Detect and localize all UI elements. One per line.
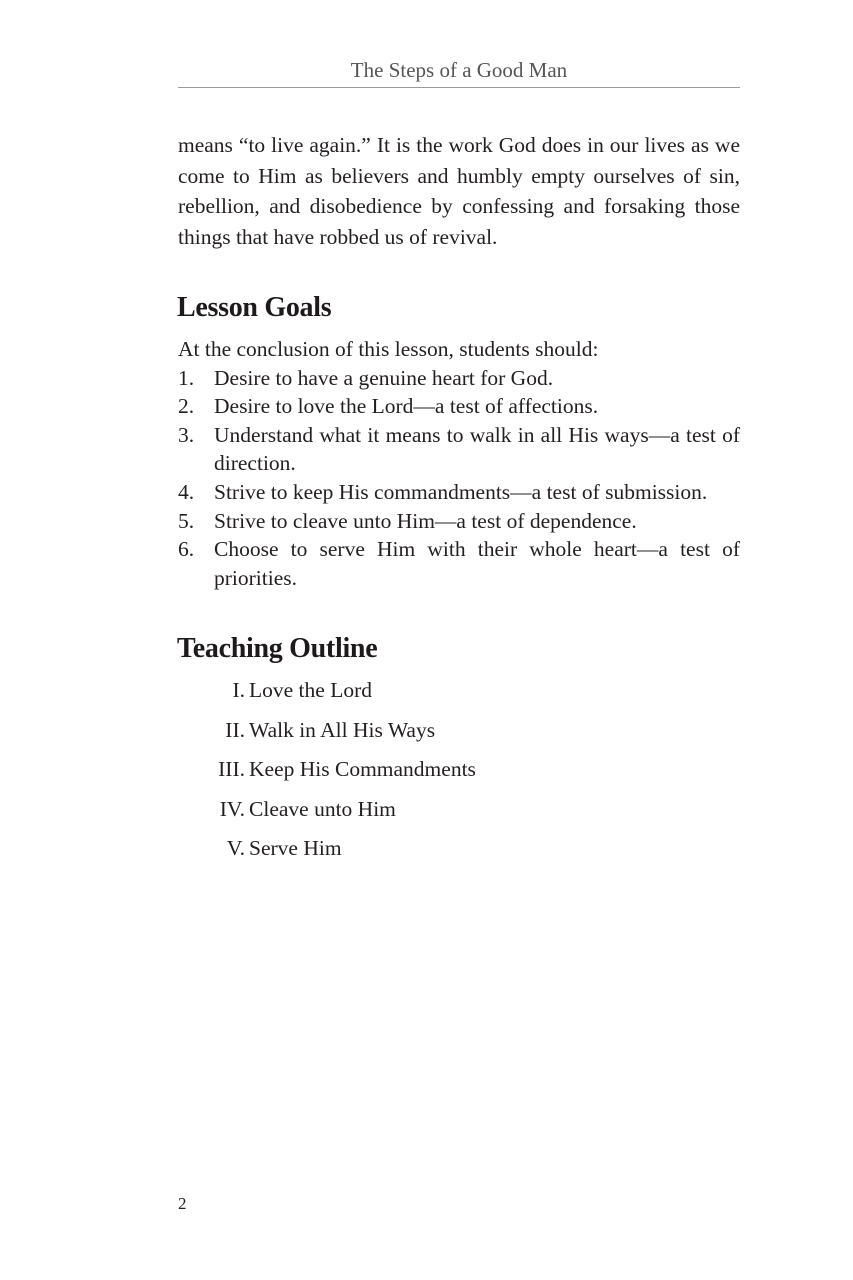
goal-item — [178, 364, 740, 393]
outline-text: Walk in All His Ways — [249, 717, 436, 742]
lesson-goals-heading: Lesson Goals — [177, 292, 332, 323]
goal-text: Strive to cleave unto Him—a test of dependence. — [214, 508, 637, 533]
goal-text: Desire to love the Lord—a test of affections. — [214, 394, 599, 419]
outline-numeral: III. — [218, 757, 245, 781]
outline-numeral: I. — [232, 678, 245, 702]
goal-text: Strive to keep His commandments—a test of submission. — [214, 479, 708, 504]
goal-item — [178, 478, 740, 507]
goal-text: Choose to serve Him with their whole heart—a test of priorities. — [214, 537, 740, 590]
outline-numeral: II. — [225, 717, 245, 742]
lesson-goals-lead: At the conclusion of this lesson, students should: — [178, 337, 599, 361]
outline-numeral: V. — [226, 836, 245, 860]
intro-paragraph — [178, 130, 740, 252]
outline-item — [178, 755, 740, 795]
outline-numeral: IV. — [219, 796, 245, 821]
goal-item — [178, 507, 740, 536]
goal-item — [178, 421, 740, 478]
outline-text: Cleave unto Him — [249, 796, 396, 821]
header-rule — [178, 87, 740, 88]
lesson-goals-list — [178, 364, 740, 593]
outline-text: Keep His Commandments — [249, 757, 476, 781]
outline-item — [178, 795, 740, 835]
goal-text: Understand what it means to walk in all His ways—a test of direction. — [214, 422, 740, 476]
intro-text: means “to live again.” It is the work God does in our lives as we come to Him as believers and humbly empty ourselves of sin, rebellion, and disobedience by confessing and forsaking those things that have robbed us of revival. — [178, 133, 740, 249]
outline-item — [178, 834, 740, 874]
outline-text: Serve Him — [249, 836, 342, 860]
goal-number: 3. — [178, 422, 195, 447]
page-number: 2 — [178, 1194, 187, 1213]
goal-number: 5. — [178, 508, 195, 533]
goal-item — [178, 535, 740, 592]
outline-item — [178, 676, 740, 716]
outline-item — [178, 716, 740, 756]
goal-number: 2. — [178, 394, 195, 419]
goal-item — [178, 392, 740, 421]
running-head: The Steps of a Good Man — [350, 58, 568, 82]
goal-number: 4. — [178, 479, 195, 504]
outline-text: Love the Lord — [249, 678, 372, 702]
teaching-outline-heading: Teaching Outline — [177, 633, 378, 664]
goal-text: Desire to have a genuine heart for God. — [214, 365, 554, 390]
goal-number: 6. — [178, 537, 195, 562]
lesson-goals-section — [178, 335, 740, 592]
goal-number: 1. — [178, 365, 195, 390]
teaching-outline-list — [178, 676, 740, 874]
